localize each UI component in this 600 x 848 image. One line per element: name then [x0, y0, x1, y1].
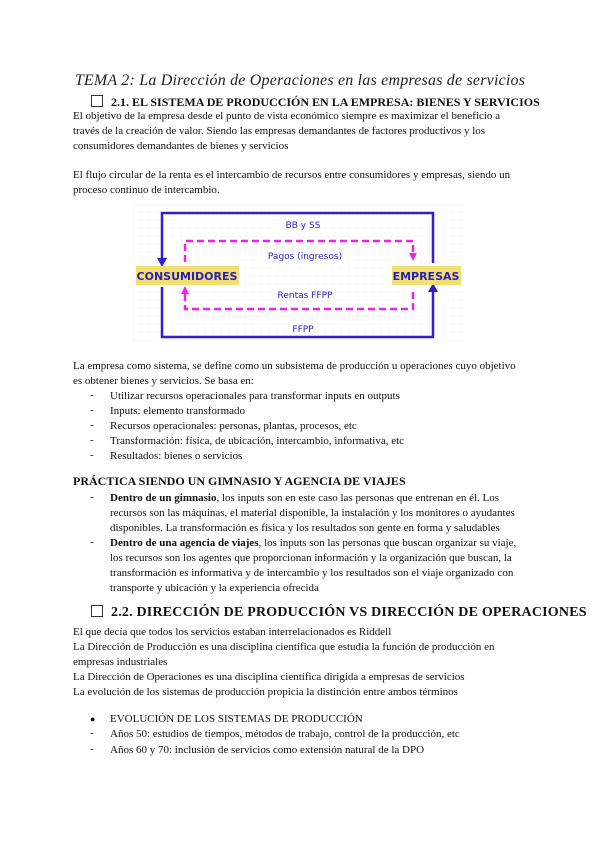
dash-marker: - — [90, 434, 94, 446]
paragraph-line: La empresa como sistema, se define como un subsistema de producción u operaciones cuyo objetivo — [73, 360, 516, 372]
flow-label-bbss: BB y SS — [285, 221, 321, 231]
heading-text: 2.1. EL SISTEMA DE PRODUCCIÓN EN LA EMPRESA: BIENES Y SERVICIOS — [111, 95, 540, 109]
paragraph-line: consumidores demandantes de bienes y servicios — [73, 140, 289, 152]
heading-text: 2.2. DIRECCIÓN DE PRODUCCIÓN VS DIRECCIÓN DE OPERACIONES — [111, 605, 587, 620]
paragraph-line: El que decía que todos los servicios estaban interrelacionados es Riddell — [73, 626, 392, 638]
text: , los inputs son las personas que buscan organizar su viaje, — [258, 537, 517, 549]
list-item: Inputs: elemento transformado — [110, 405, 246, 417]
paragraph-line: El flujo circular de la renta es el intercambio de recursos entre consumidores y empresas, siendo un — [73, 169, 511, 181]
paragraph-line: es obtener bienes y servicios. Se basa en: — [73, 375, 254, 387]
bullet-icon: ● — [90, 714, 96, 724]
list-item — [110, 536, 516, 551]
list-item: Recursos operacionales: personas, plantas, procesos, etc — [110, 420, 357, 432]
flow-label-rentas: Rentas FFPP — [277, 291, 333, 301]
list-item-line: transformación es informativa y de intercambio y los resultados son el viaje organizado con — [110, 567, 514, 579]
list-item-line: transporte y ubicación y la experiencia ofrecida — [110, 582, 319, 594]
paragraph-line: La Dirección de Producción es una disciplina científica que estudia la función de producción en — [73, 641, 495, 653]
practice-heading: PRÁCTICA SIENDO UN GIMNASIO Y AGENCIA DE VIAJES — [73, 474, 406, 488]
list-item-line: recursos son las máquinas, el material disponible, la instalación y los monitores o ayudantes — [110, 507, 515, 519]
flow-label-ffpp: FFPP — [292, 325, 314, 335]
checkbox-icon — [91, 95, 103, 107]
paragraph-line: empresas industriales — [73, 656, 168, 668]
consumidores-label: CONSUMIDORES — [136, 270, 238, 283]
list-item: Años 60 y 70: inclusión de servicios como extensión natural de la DPO — [110, 744, 425, 756]
paragraph-line: La evolución de los sistemas de producción propicia la distinción entre ambos términos — [73, 686, 458, 698]
paragraph-line: través de la creación de valor. Siendo las empresas demandantes de factores productivos y los — [73, 125, 486, 137]
list-item: Resultados: bienes o servicios — [110, 450, 243, 462]
dash-marker: - — [90, 404, 94, 416]
section-heading-2-1 — [91, 95, 540, 110]
list-item: Transformación: física, de ubicación, intercambio, informativa, etc — [110, 435, 405, 447]
dash-marker: - — [90, 727, 94, 739]
dash-marker: - — [90, 419, 94, 431]
dash-marker: - — [90, 743, 94, 755]
bold-term: Dentro de un gimnasio — [110, 492, 217, 504]
paragraph-line: La Dirección de Operaciones es una disciplina científica dirigida a empresas de servicios — [73, 671, 465, 683]
bold-term: Dentro de una agencia de viajes — [110, 537, 259, 549]
paragraph-line: proceso continuo de intercambio. — [73, 184, 220, 196]
bullet-item: EVOLUCIÓN DE LOS SISTEMAS DE PRODUCCIÓN — [110, 713, 363, 725]
list-item-line: los recursos son los agentes que proporcionan información y la organización que buscan, la — [110, 552, 512, 564]
dash-marker: - — [90, 389, 94, 401]
paragraph-line: El objetivo de la empresa desde el punto de vista económico siempre es maximizar el beneficio a — [73, 110, 501, 122]
list-item: Años 50: estudios de tiempos, métodos de trabajo, control de la producción, etc — [110, 728, 460, 740]
flow-label-pagos: Pagos (ingresos) — [267, 252, 343, 262]
dash-marker: - — [90, 536, 94, 548]
document-title: TEMA 2: La Dirección de Operaciones en las empresas de servicios — [74, 72, 526, 89]
empresas-label: EMPRESAS — [392, 270, 460, 283]
section-heading-2-2 — [91, 605, 587, 621]
list-item-line: disponibles. La transformación es física y los resultados son gente en forma y saludables — [110, 522, 500, 534]
circular-flow-diagram — [133, 204, 465, 342]
dash-marker: - — [90, 449, 94, 461]
list-item: Utilizar recursos operacionales para transformar inputs en outputs — [110, 390, 400, 402]
list-item — [110, 491, 499, 506]
checkbox-icon — [91, 605, 103, 617]
dash-marker: - — [90, 491, 94, 503]
text: , los inputs son en este caso las personas que entrenan en él. Los — [216, 492, 500, 504]
